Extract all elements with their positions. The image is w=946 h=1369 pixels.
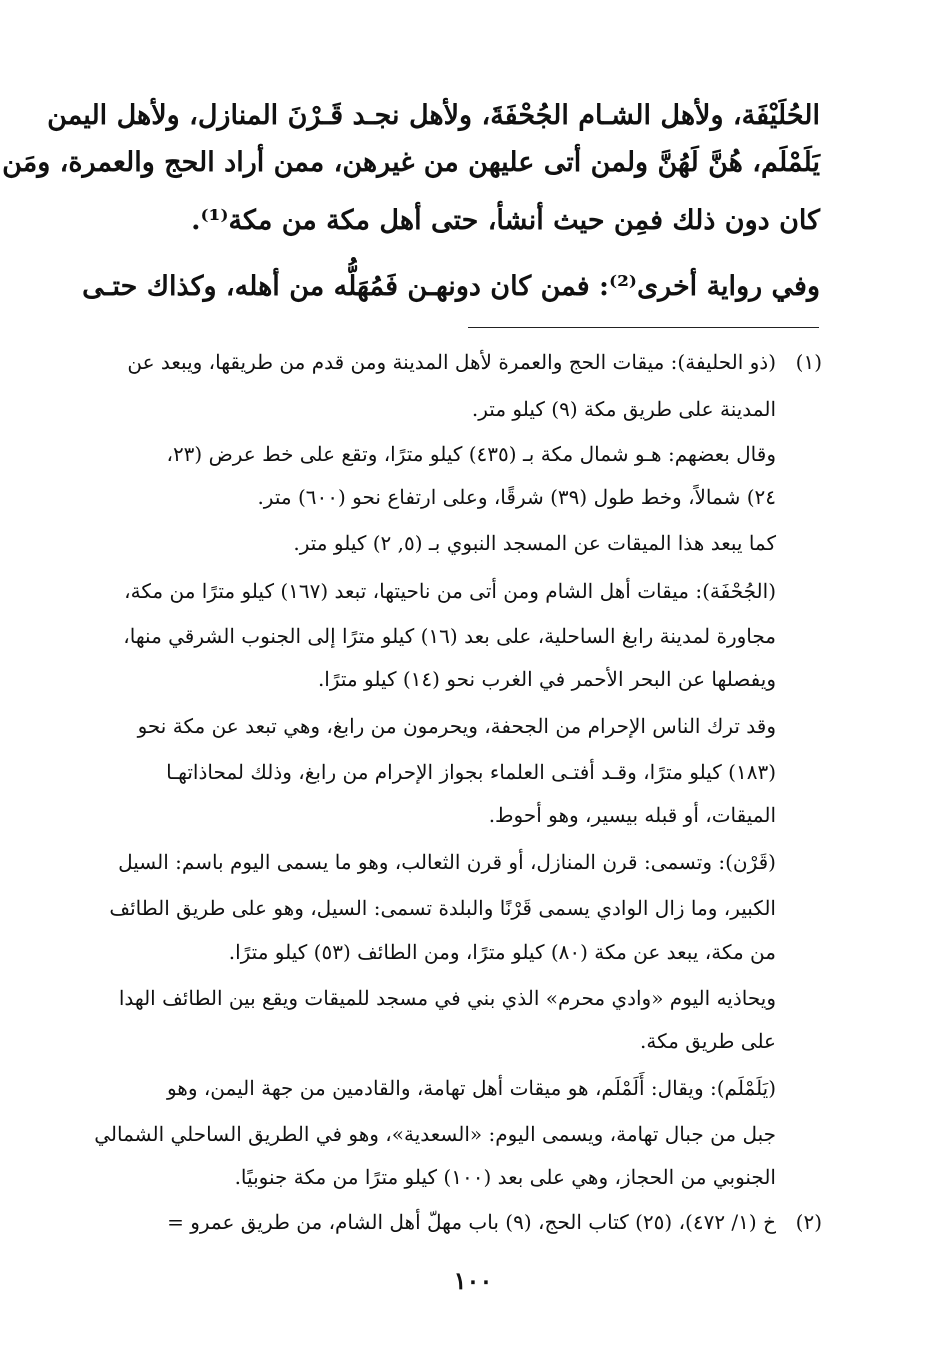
- main-line: الحُلَيْفَة، ولأهل الشـام الجُحْفَةَ، ولأهل نجـد قَـرْنَ المنازل، ولأهل اليمن: [47, 100, 820, 131]
- footnote-line: جبل من جبال تهامة، ويسمى اليوم: «السعدية»، وهو في الطريق الساحلي الشمالي: [94, 1122, 776, 1146]
- footnote-line: (يَلَمْلَم): ويقال: أَلَمْلَم، هو ميقات أهل تهامة، والقادمين من جهة اليمن، وهو: [166, 1076, 776, 1100]
- footnote-line: ويفصلها عن البحر الأحمر في الغرب نحو (١٤) كيلو مترًا.: [317, 667, 776, 691]
- footnote-line: الجنوبي من الحجاز، وهي على بعد (١٠٠) كيلو مترًا من مكة جنوبيًا.: [234, 1165, 776, 1189]
- footnote-separator: [468, 327, 819, 328]
- main-line: وفي رواية أخرى⁽²⁾: فمن كان دونهـن فَمُهَلُّه من أهله، وكذاك حتـى: [82, 271, 820, 302]
- footnote-line: المدينة على طريق مكة (٩) كيلو متر.: [471, 397, 776, 421]
- main-line: كان دون ذلك فمِن حيث أنشأ، حتى أهل مكة من مكة⁽¹⁾.: [191, 205, 820, 236]
- footnote-line: الكبير، وما زال الوادي يسمى قَرْنًا والبلدة تسمى: السيل، وهو على طريق الطائف: [109, 896, 776, 920]
- footnote-line: (قَرْن): وتسمى: قرن المنازل، أو قرن الثعالب، وهو ما يسمى اليوم باسم: السيل: [118, 850, 776, 874]
- footnote-line: (الجُحْفَة): ميقات أهل الشام ومن أتى من ناحيتها، تبعد (١٦٧) كيلو مترًا من مكة،: [124, 579, 776, 603]
- footnote-line: الميقات، أو قبله بيسير، وهو أحوط.: [488, 803, 776, 827]
- footnote-line: ٢٤) شمالاً، وخط طول (٣٩) شرقًا، وعلى ارتفاع نحو (٦٠٠) متر.: [257, 485, 776, 509]
- footnote-line: ويحاذيه اليوم «وادي محرم» الذي بني في مسجد للميقات ويقع بين الطائف الهدا: [118, 986, 776, 1010]
- page-number: ١٠٠: [453, 1266, 493, 1295]
- footnote-line: كما يبعد هذا الميقات عن المسجد النبوي بـ (٥, ٢) كيلو متر.: [293, 531, 776, 555]
- footnote-line: على طريق مكة.: [640, 1029, 776, 1053]
- footnote-line: وقال بعضهم: هـو شمال مكة بـ (٤٣٥) كيلو مترًا، وتقع على خط عرض (٢٣،: [166, 442, 776, 466]
- footnote-line: (ذو الحليفة): ميقات الحج والعمرة لأهل المدينة ومن قدم من طريقها، ويبعد عن: [127, 350, 776, 374]
- main-line: يَلَمْلَم، هُنَّ لَهُنَّ ولمن أتى عليهن من غيرهن، ممن أراد الحج والعمرة، ومَن: [2, 147, 820, 178]
- footnote-line: (١٨٣) كيلو مترًا، وقـد أفتـى العلماء بجواز الإحرام من رابغ، وذلك لمحاذاتهـا: [166, 760, 776, 784]
- footnote-line: مجاورة لمدينة رابغ الساحلية، على بعد (١٦) كيلو مترًا إلى الجنوب الشرقي منها،: [123, 624, 776, 648]
- footnote-line: من مكة، يبعد عن مكة (٨٠) كيلو مترًا، ومن الطائف (٥٣) كيلو مترًا.: [228, 940, 776, 964]
- footnote-number-1: (١): [795, 350, 822, 374]
- footnote-line: وقد ترك الناس الإحرام من الجحفة، ويحرمون من رابغ، وهي تبعد عن مكة نحو: [137, 714, 776, 738]
- footnote-line: خ (١/ ٤٧٢)، (٢٥) كتاب الحج، (٩) باب مهلّ أهل الشام، من طريق عمرو =: [167, 1210, 776, 1234]
- footnote-number-2: (٢): [795, 1210, 822, 1234]
